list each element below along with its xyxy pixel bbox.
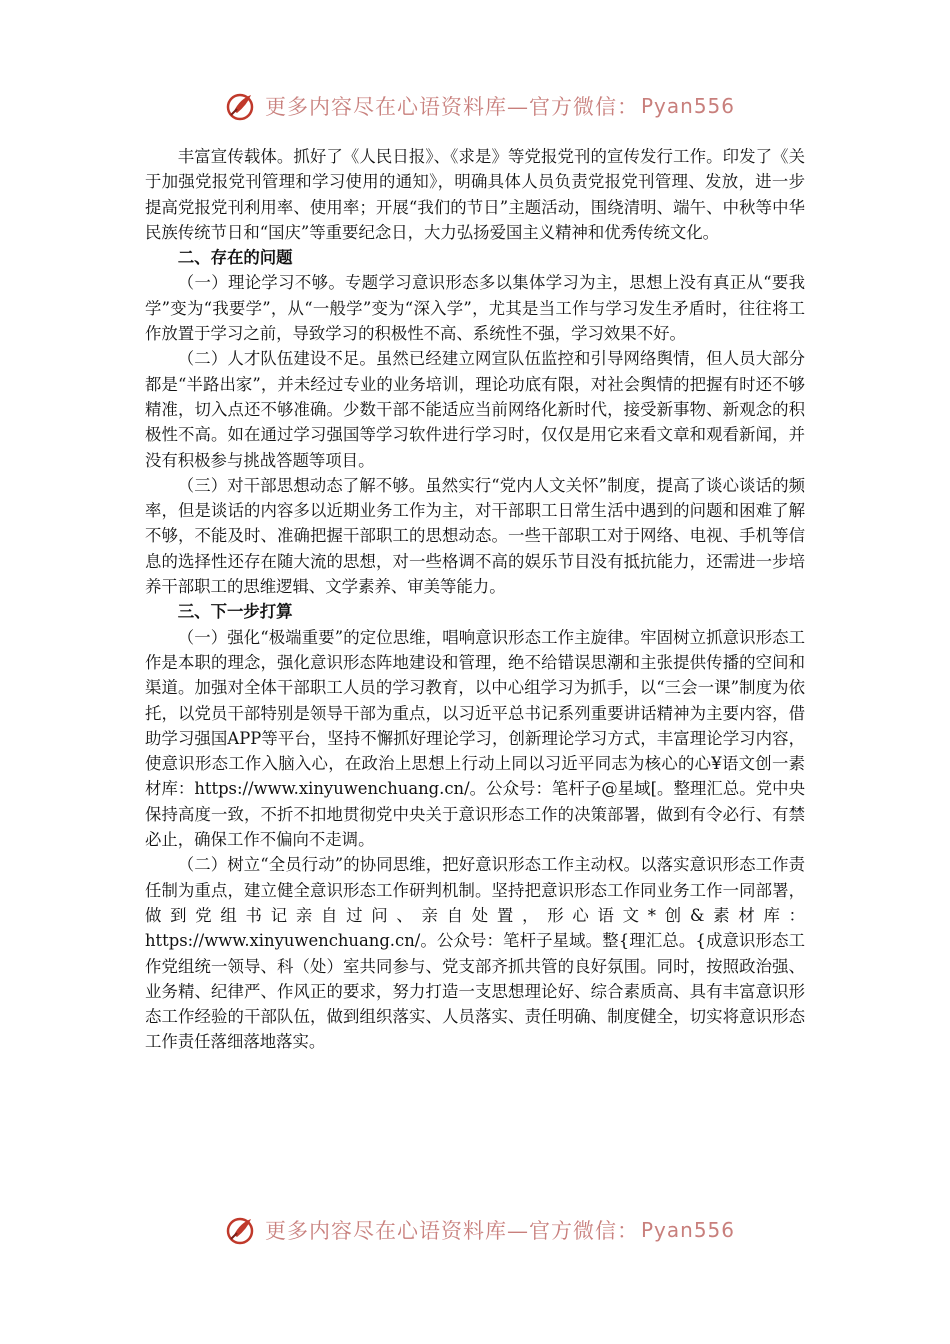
section-heading-problems: 二、存在的问题 <box>177 248 293 268</box>
pen-logo-icon <box>225 89 259 123</box>
watermark-text: 更多内容尽在心语资料库—官方微信： <box>265 95 639 119</box>
header-watermark <box>225 86 785 126</box>
problem-paragraph-2: （二）人才队伍建设不足。虽然已经建立网宣队伍监控和引导网络舆情，但人员大部分都是“半路出家”，并未经过专业的业务培训，理论功底有限，对社会舆情的把握有时还不够精准，切入点还不够准确。少数干部不能适应当前网络化新时代，接受新事物、新观念的积极性不高。如在通过学习强国等学习软件进行学习时，仅仅是用它来看文章和观看新闻，并没有积极参与挑战答题等项目。 <box>145 349 805 470</box>
pen-logo-icon <box>225 1213 259 1247</box>
plan-paragraph-1: （一）强化“极端重要”的定位思维，唱响意识形态工作主旋律。牢固树立抓意识形态工作是本职的理念，强化意识形态阵地建设和管理，绝不给错误思潮和主张提供传播的空间和渠道。加强对全体干部职工人员的学习教育，以中心组学习为抓手，以“三会一课”制度为依托，以党员干部特别是领导干部为重点，以习近平总书记系列重要讲话精神为主要内容，借助学习强国APP等平台，坚持不懈抓好理论学习，创新理论学习方式，丰富理论学习内容，使意识形态工作入脑入心，在政治上思想上行动上同以习近平同志为核心的心¥语文创一素材库：https://www.xinyuwenchuang.cn/。公众号：笔杆子@星域[。整理汇总。党中央保持高度一致，不折不扣地贯彻党中央关于意识形态工作的决策部署，做到有令必行、有禁必止，确保工作不偏向不走调。 <box>145 627 805 850</box>
footer-watermark <box>225 1210 785 1250</box>
section-heading-next-steps: 三、下一步打算 <box>177 602 293 622</box>
watermark-text: 更多内容尽在心语资料库—官方微信： <box>265 1219 639 1243</box>
plan-paragraph-2: （二）树立“全员行动”的协同思维，把好意识形态工作主动权。以落实意识形态工作责任制为重点，建立健全意识形态工作研判机制。坚持把意识形态工作同业务工作一同部署，做到党组书记亲自过问、亲自处置，形心语文*创&素材库：https://www.xinyuwenchuang.cn/。公众号：笔杆子星域。整{理汇总。{成意识形态工作党组统一领导、科（处）室共同参与、党支部齐抓共管的良好氛围。同时，按照政治强、业务精、纪律严、作风正的要求，努力打造一支思想理论好、综合素质高、具有丰富意识形态工作经验的干部队伍，做到组织落实、人员落实、责任明确、制度健全，切实将意识形态工作责任落细落地落实。 <box>145 855 805 1052</box>
problem-paragraph-3: （三）对干部思想动态了解不够。虽然实行“党内人文关怀”制度，提高了谈心谈话的频率，但是谈话的内容多以近期业务工作为主，对干部职工日常生活中遇到的问题和困难了解不够，不能及时、准确把握干部职工的思想动态。一些干部职工对于网络、电视、手机等信息的选择性还存在随大流的思想，对一些格调不高的娱乐节目没有抵抗能力，还需进一步培养干部职工的思维逻辑、文学素养、审美等能力。 <box>145 475 805 597</box>
intro-paragraph: 丰富宣传载体。抓好了《人民日报》、《求是》等党报党刊的宣传发行工作。印发了《关于加强党报党刊管理和学习使用的通知》，明确具体人员负责党报党刊管理、发放，进一步提高党报党刊利用率、使用率；开展“我们的节日”主题活动，围绕清明、端午、中秋等中华民族传统节日和“国庆”等重要纪念日，大力弘扬爱国主义精神和优秀传统文化。 <box>145 147 805 242</box>
watermark-id: Pyan556 <box>641 1218 736 1242</box>
document-body <box>145 144 805 1055</box>
watermark-id: Pyan556 <box>641 94 736 118</box>
problem-paragraph-1: （一）理论学习不够。专题学习意识形态多以集体学习为主，思想上没有真正从“要我学”变为“我要学”，从“一般学”变为“深入学”，尤其是当工作与学习发生矛盾时，往往将工作放置于学习之前，导致学习的积极性不高、系统性不强，学习效果不好。 <box>145 273 805 344</box>
